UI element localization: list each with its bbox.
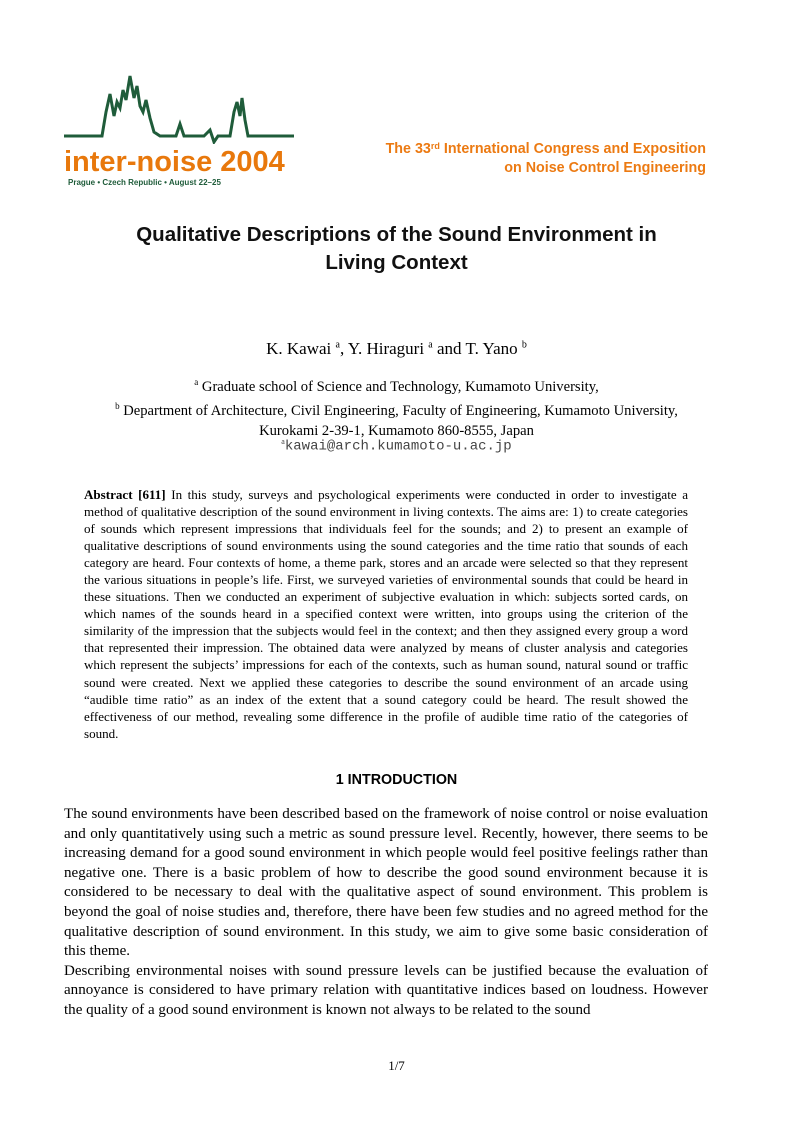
conference-logo (64, 72, 294, 194)
abstract (84, 486, 688, 742)
affiliation-b: $^b$ Department of Architecture, Civil Engineering, Faculty of Engineering, Kumamoto University, (115, 401, 678, 420)
congress-line-1: The 33rd International Congress and Exposition (385, 141, 706, 157)
prague-skyline-icon (64, 72, 294, 144)
paragraph: The sound environments have been described based on the framework of noise control or noise evaluation and only quantitatively using such a metric as sound pressure level. Recently, however, there seems to be increasing demand for a good sound environment in which people would feel positive feelings rather than negative one. There is a basic problem of how to describe the good sound environment because it is considered to be necessary to deal with the qualitative aspect of sound environment. This problem is beyond the goal of noise studies and, therefore, there have been few studies and no agreed method for the qualitative description of sound environment. In this study, we aim to give some basic consideration of this theme. (64, 806, 708, 960)
congress-line-2: on Noise Control Engineering (504, 160, 706, 176)
section-heading-introduction: 1 INTRODUCTION (335, 772, 458, 788)
abstract-label: Abstract [611] (84, 487, 166, 502)
introduction-body (64, 805, 708, 1021)
affiliation-a: $^a$ Graduate school of Science and Technology, Kumamoto University, (194, 377, 599, 395)
author-name: Y. Hiraguri (347, 339, 425, 358)
paragraph: Describing environmental noises with sound pressure levels can be justified because the evaluation of annoyance is considered to have primary relation with quantitative indices based on loudness. However the quality of a good sound environment is known not always to be related to the sound (64, 962, 708, 1018)
congress-heading (386, 140, 706, 178)
logo-wordmark: inter-noise 2004 (64, 146, 285, 178)
affiliation-address: Kurokami 2-39-1, Kumamoto 860-8555, Japan (259, 422, 534, 439)
affiliations (60, 373, 733, 441)
page-number: 1/7 (388, 1058, 405, 1073)
author-email[interactable]: $^a$kawai@arch.kumamoto-u.ac.jp (281, 437, 512, 455)
author-name: K. Kawai (266, 339, 332, 358)
logo-tagline: Prague • Czech Republic • August 22–25 (68, 178, 221, 187)
author-name: T. Yano (465, 339, 518, 358)
paper-title: Qualitative Descriptions of the Sound Environment in Living Context (136, 223, 657, 274)
author-list: K. Kawai $^a$, Y. Hiraguri $^a$ and T. Yano $^b$ (266, 339, 527, 358)
abstract-text: In this study, surveys and psychological experiments were conducted in order to investigate a method of qualitative description of the sound environment in living contexts. The aims are: 1) to create categories of sounds which represent impressions that individuals feel for the sounds; and 2) to present an example of qualitative descriptions of sound environments using the sound categories and the time ratio that sounds of each category are heard. Four contexts of home, a theme park, stores and an arcade were selected so that they represent the various situations in people’s life. First, we surveyed varieties of environmental sounds that could be heard in these situations. Then we conducted an experiment of subjective evaluation in which: subjects sorted cards, on which names of the sounds heard in a specified context were written, into groups using the criterion of the similarity of the impression that the subjects would feel in the context; and then they assigned every group a word that represented their impression. The obtained data were analyzed by means of cluster analysis and categories which represent the subjects’ impressions for each of the contexts, such as human sound, natural sound or traffic sound were created. Next we applied these categories to describe the sound environment of an arcade using “audible time ratio” as an index of the extent that a sound category could be heard. The result showed the effectiveness of our method, revealing some difference in the profile of audible time ratio of the categories of sound. (84, 487, 688, 741)
